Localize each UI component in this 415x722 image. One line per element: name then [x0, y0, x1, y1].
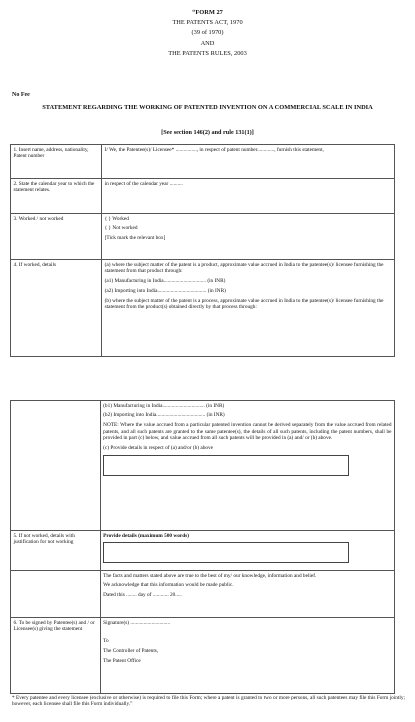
- dated-line[interactable]: Dated this ........ day of ............ 20.....: [103, 592, 182, 599]
- form-table-part1: [10, 144, 395, 357]
- act-title: THE PATENTS ACT, 1970: [172, 19, 243, 27]
- tick-instruction: [Tick mark the relevant box]: [104, 235, 166, 242]
- row1-text: I/ We, the Patentee(s)/ Licensee* ................, in respect of patent number............., furnish this statement,: [102, 145, 395, 179]
- patent-office-text: The Patent Office: [103, 657, 141, 664]
- to-text: To: [103, 638, 109, 645]
- not-worked-checkbox[interactable]: { } Not worked: [104, 225, 138, 232]
- worked-checkbox[interactable]: { } Worked: [104, 215, 129, 222]
- table-row: [11, 531, 395, 571]
- row4-details: [102, 260, 395, 357]
- controller-text: The Controller of Patents,: [103, 647, 159, 654]
- section-reference: [See section 146(2) and rule 131(1)]: [161, 129, 254, 136]
- form-header: [0, 8, 415, 59]
- facts-statement: The facts and matters stated above are true to the best of my/ our knowledge, information and belief.: [103, 572, 317, 579]
- row1-label: 1. Insert name, address, nationality, Patent number: [11, 145, 102, 179]
- row3-label: 3. Worked / not worked: [11, 214, 102, 260]
- row4-b: (b) where the subject matter of the patent is a process, approximate value accrued in India to the patentee(s)/ licensee furnishing the statement from the product(s) obtained directly by that process through:: [104, 297, 384, 311]
- and-text: AND: [200, 39, 215, 47]
- signature-line[interactable]: Signature(s) ..............................: [103, 619, 171, 626]
- row4-continued: [100, 401, 394, 531]
- table-row: [11, 179, 395, 214]
- rules-title: THE PATENTS RULES, 2003: [168, 49, 247, 57]
- table-row: [11, 145, 395, 179]
- row4-c: (c) Provide details in respect of (a) and/or (b) above: [103, 445, 214, 452]
- row5-text: Provide details (maximum 500 words): [103, 532, 189, 539]
- not-worked-details-input[interactable]: [103, 542, 349, 563]
- row4-label: 4. If worked, details: [11, 260, 102, 357]
- row2-text: in respect of the calendar year ..........: [102, 179, 395, 214]
- row2-label: 2. State the calendar year to which the statement relates.: [11, 179, 102, 214]
- acknowledgement: We acknowledge that this information would be made public.: [103, 582, 234, 589]
- row4-a2: (a2) Importing into India..................................... (in INR): [104, 287, 226, 294]
- row5-label: 5. If not worked, details with justification for not working: [11, 531, 101, 571]
- statement-title: STATEMENT REGARDING THE WORKING OF PATENTED INVENTION ON A COMMERCIAL SCALE IN INDIA: [42, 104, 373, 111]
- table-row: [11, 401, 395, 531]
- row6-declaration: [100, 571, 394, 618]
- row4-a: (a) where the subject matter of the patent is a product, approximate value accrued in India to the patentee(s)/ licensee furnishing the statement from that product through:: [104, 261, 384, 275]
- no-fee-label: No Fee: [12, 92, 30, 98]
- table-row: [11, 618, 395, 694]
- row3-options: [102, 214, 395, 260]
- row4-cont-label: [11, 401, 101, 531]
- details-c-input[interactable]: [103, 455, 349, 476]
- row6-blank: [11, 571, 101, 618]
- row6-label: 6. To be signed by Patentee(s) and / or Licensee(s) giving the statement: [11, 618, 101, 694]
- form-number: “FORM 27: [192, 9, 223, 16]
- row4-b2: (b2) Importing into India..................................... (in INR): [103, 412, 225, 419]
- table-row: [11, 571, 395, 618]
- row6-signature: [100, 618, 394, 694]
- act-number: (39 of 1970): [191, 29, 224, 37]
- table-row: [11, 260, 395, 357]
- form-table-part2: [10, 400, 395, 694]
- table-row: [11, 214, 395, 260]
- row4-b1: (b1) Manufacturing in India................................ (in INR): [103, 402, 225, 409]
- row5-details: [100, 531, 394, 571]
- row4-a1: (a1) Manufacturing in India................................ (in INR): [104, 277, 226, 284]
- row4-note: NOTE: Where the value accrued from a particular patented invention cannot be derived separately from the value accrued from related patents, and all such patents are granted to the same patentee(s), the details of all such patents, including the patent numbers, shall be provided in part (c) below, and value accrued from all such patents will be provided in (a) and/ or (b) above.: [103, 422, 392, 442]
- footnote: * Every patentee and every licensee (exclusive or otherwise) is required to file this Form; where a patent is granted to two or more persons, all such patentees may file this Form jointly; however, each licensee shall file this Form individually.”: [12, 695, 405, 708]
